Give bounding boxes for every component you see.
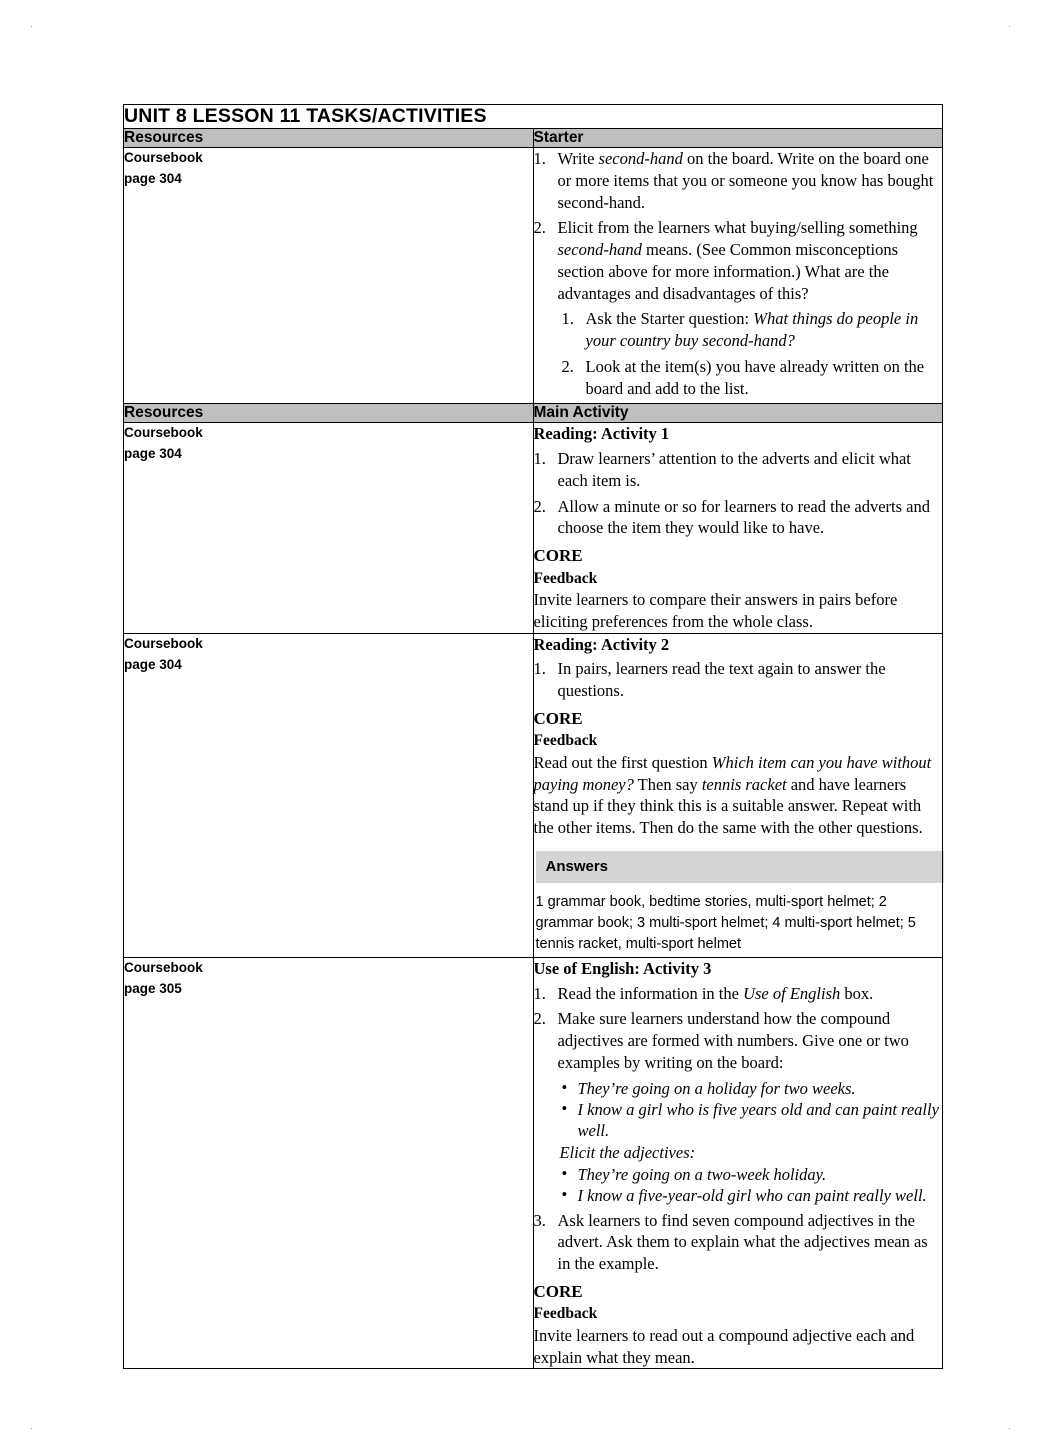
step-text-before: Elicit from the learners what buying/selling something [557, 218, 918, 238]
activity-1-core-label: CORE [533, 546, 583, 566]
list-number: 2. [533, 218, 546, 238]
list-number: 1. [533, 449, 546, 469]
starter-content [533, 148, 943, 404]
activity-3-core-label: CORE [533, 1281, 583, 1301]
lesson-plan-table [123, 104, 943, 1369]
activity-3-feedback-label: Feedback [533, 1305, 598, 1323]
activity-3-content [533, 957, 943, 1369]
resource-activity-1 [124, 423, 534, 633]
corner-mark-top-right: · [1008, 21, 1011, 31]
answers-text: 1 grammar book, bedtime stories, multi-sport helmet; 2 grammar book; 3 multi-sport helmet; 4 multi-sport helmet; 5 tennis racket, multi-sport helmet [535, 893, 916, 952]
bullet-icon: • [561, 1077, 568, 1097]
step-text: Make sure learners understand how the compound adjectives are formed with numbers. Give one or two examples by writing on the board: [557, 1009, 909, 1072]
step-text-italic: What things do people in your country buy second-hand? [585, 309, 919, 351]
step-text: Draw learners’ attention to the adverts and elicit what each item is. [557, 449, 911, 490]
elicit-line: Elicit the adjectives: [559, 1142, 696, 1162]
activity-2-core-label: CORE [533, 708, 583, 728]
step-text-after: on the board. Write on the board one or more items that you or someone you know has bought second-hand. [557, 149, 934, 212]
table-row-activity-1 [124, 423, 943, 633]
step-text-before: Ask the Starter question: [585, 309, 754, 329]
corner-mark-bottom-left: · [30, 1423, 33, 1433]
list-item [534, 1210, 943, 1275]
step-text-after: means. (See Common misconceptions section above for more information.) What are the advantages and disadvantages of this? [557, 240, 898, 303]
header-resources-starter: Resources [124, 129, 534, 148]
step-text-italic: Use of English [743, 983, 841, 1003]
table-row-main-header [124, 404, 943, 423]
bullet-icon: • [561, 1185, 568, 1205]
activity-2-feedback-text [534, 752, 943, 839]
list-number: 2. [533, 1009, 546, 1029]
activity-1-feedback-text: Invite learners to compare their answers in pairs before eliciting preferences from the whole class. [533, 590, 898, 631]
header-main-activity: Main Activity [533, 404, 943, 423]
list-number: 2. [533, 496, 546, 516]
list-number: 1. [561, 309, 574, 329]
resource-activity-3 [124, 957, 534, 1369]
list-item [534, 217, 943, 304]
resource-line-2: page 304 [124, 170, 182, 186]
resource-line-1: Coursebook [124, 425, 203, 441]
step-text-before: Write [557, 149, 599, 168]
list-item [534, 148, 943, 213]
activity-1-steps [534, 448, 943, 539]
feedback-part-3: and have learners stand up if they think this is a suitable answer. Repeat with the other items. Then do the same with the other questions. [533, 774, 923, 838]
activity-2-content [533, 633, 943, 957]
feedback-part-2: Then say [633, 774, 702, 794]
step-text: Allow a minute or so for learners to read the adverts and choose the item they would like to have. [557, 496, 930, 538]
activity-2-heading: Reading: Activity 2 [533, 634, 670, 654]
step-text-italic: second-hand [598, 149, 683, 168]
activity-3-feedback-text: Invite learners to read out a compound adjective each and explain what they mean. [533, 1325, 915, 1367]
example-text: I know a girl who is five years old and can paint really well. [577, 1100, 939, 1141]
corner-mark-top-left: · [30, 21, 33, 31]
header-resources-main: Resources [124, 404, 534, 423]
feedback-italic-2: tennis racket [701, 774, 787, 794]
step-text-before: Look at the item(s) you have already written on the board and add to the list. [585, 356, 925, 398]
activity-3-steps-cont [534, 1210, 943, 1275]
starter-sub-steps [562, 308, 943, 399]
activity-1-feedback-label: Feedback [533, 569, 598, 587]
list-item [562, 356, 943, 400]
resource-line-2: page 304 [124, 446, 182, 462]
corner-mark-bottom-right: · [1008, 1423, 1011, 1433]
example-text: They’re going on a two-week holiday. [577, 1164, 827, 1184]
list-number: 1. [533, 983, 546, 1003]
list-number: 1. [533, 659, 546, 679]
table-row-activity-3 [124, 957, 943, 1369]
table-row-starter [124, 148, 943, 404]
step-text: Ask learners to find seven compound adjectives in the advert. Ask them to explain what the adjectives mean as in the example. [557, 1210, 928, 1274]
list-item [560, 1164, 943, 1185]
table-row-starter-header [124, 129, 943, 148]
example-text: I know a five-year-old girl who can paint really well. [577, 1186, 927, 1206]
activity-3-examples-b [560, 1164, 943, 1207]
list-item [534, 448, 943, 492]
list-item [560, 1078, 943, 1099]
resource-line-2: page 305 [124, 980, 182, 996]
table-row-activity-2 [124, 633, 943, 957]
step-text: In pairs, learners read the text again to answer the questions. [557, 659, 886, 701]
list-item [560, 1185, 943, 1206]
page-title: UNIT 8 LESSON 11 TASKS/ACTIVITIES [124, 105, 943, 129]
step-text-before: Read the information in the [557, 983, 744, 1003]
activity-1-heading: Reading: Activity 1 [533, 424, 670, 444]
list-number: 3. [533, 1210, 546, 1230]
list-item [534, 496, 943, 540]
resource-activity-2 [124, 633, 534, 957]
activity-1-content [533, 423, 943, 633]
example-text: They’re going on a holiday for two weeks. [577, 1078, 856, 1098]
list-item [534, 1008, 943, 1073]
resource-line-1: Coursebook [124, 635, 203, 651]
resource-line-1: Coursebook [124, 959, 203, 975]
step-text-italic: second-hand [557, 240, 642, 260]
list-item [560, 1099, 943, 1142]
activity-3-heading: Use of English: Activity 3 [533, 958, 712, 978]
answers-header: Answers [536, 851, 945, 883]
activity-2-steps [534, 658, 943, 702]
starter-steps [534, 148, 943, 304]
feedback-italic-1: Which item can you have without paying money? [533, 752, 932, 794]
table-row-title [124, 105, 943, 129]
list-item [534, 658, 943, 702]
list-number: 1. [533, 149, 546, 168]
list-number: 2. [561, 356, 574, 376]
step-text-after: box. [840, 983, 874, 1003]
bullet-icon: • [561, 1163, 568, 1183]
activity-2-feedback-label: Feedback [533, 732, 598, 750]
resource-line-2: page 304 [124, 656, 182, 672]
resource-starter [124, 148, 534, 404]
activity-3-steps [534, 983, 943, 1074]
feedback-part-1: Read out the first question [533, 752, 712, 772]
list-item [534, 983, 943, 1005]
activity-3-examples-a [560, 1078, 943, 1142]
bullet-icon: • [561, 1099, 568, 1119]
header-starter: Starter [533, 129, 943, 148]
resource-line-1: Coursebook [124, 150, 203, 165]
list-item [562, 308, 943, 352]
